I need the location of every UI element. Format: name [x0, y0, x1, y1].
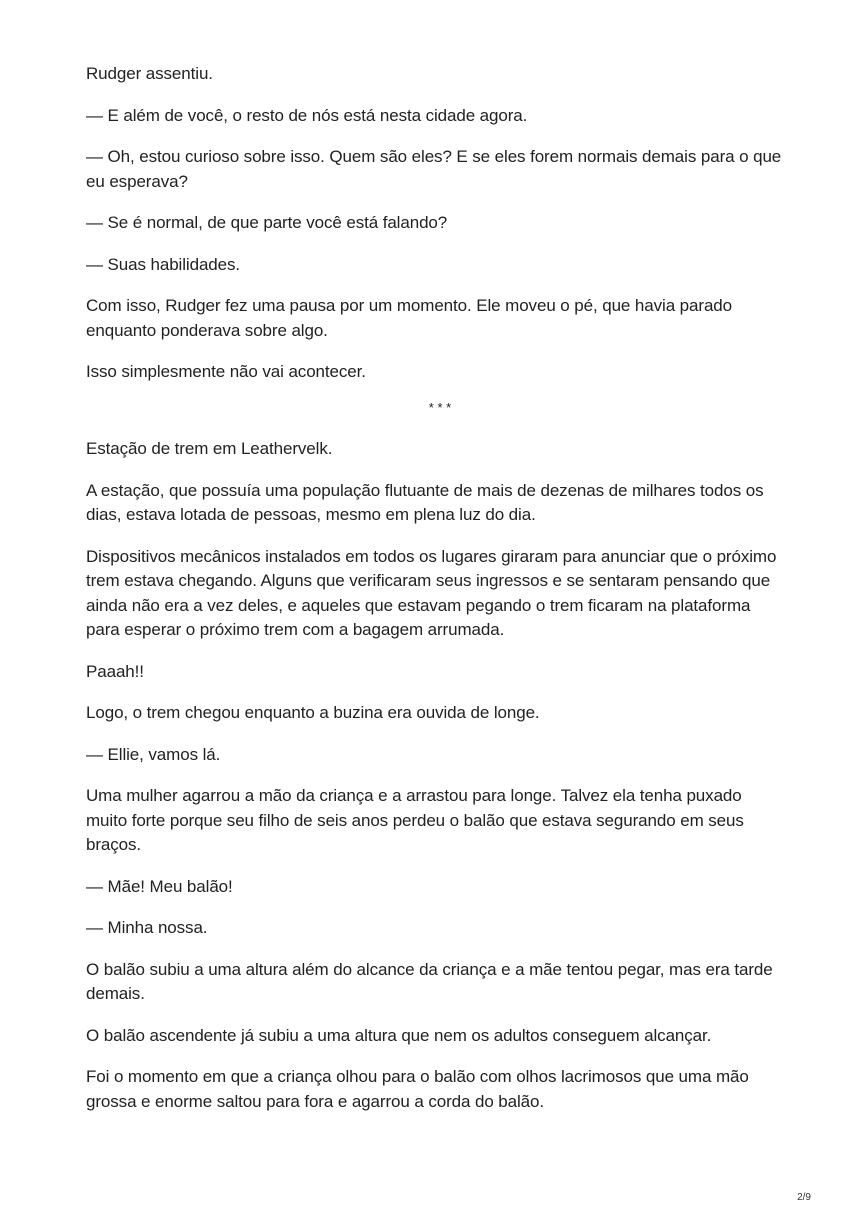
paragraph: O balão subiu a uma altura além do alcance da criança e a mãe tentou pegar, mas era tarde demais. [86, 959, 773, 1003]
paragraph: Com isso, Rudger fez uma pausa por um momento. Ele moveu o pé, que havia parado enquanto ponderava sobre algo. [86, 296, 733, 340]
paragraph: — Mãe! Meu balão! [86, 876, 233, 896]
paragraph: Estação de trem em Leathervelk. [86, 439, 333, 458]
page-number: 2/9 [797, 1192, 811, 1203]
page-content [86, 62, 786, 1131]
paragraph: Uma mulher agarrou a mão da criança e a arrastou para longe. Talvez ela tenha puxado muito forte porque seu filho de seis anos perdeu o balão que estava segurando em seus braços. [86, 786, 744, 854]
paragraph: — Ellie, vamos lá. [86, 744, 221, 764]
paragraph: — Minha nossa. [86, 918, 208, 937]
paragraph: A estação, que possuía uma população flutuante de mais de dezenas de milhares todos os dias, estava lotada de pessoas, mesmo em plena luz do dia. [86, 480, 764, 524]
scene-separator: * * * [428, 399, 452, 415]
paragraph: Paaah!! [86, 661, 144, 681]
paragraph: O balão ascendente já subiu a uma altura que nem os adultos conseguem alcançar. [86, 1025, 712, 1045]
paragraph: — E além de você, o resto de nós está nesta cidade agora. [86, 105, 528, 125]
paragraph: Rudger assentiu. [86, 64, 213, 83]
paragraph: Isso simplesmente não vai acontecer. [86, 362, 366, 381]
paragraph: — Oh, estou curioso sobre isso. Quem são eles? E se eles forem normais demais para o que eu esperava? [86, 147, 782, 191]
paragraph: — Suas habilidades. [86, 254, 241, 274]
paragraph: — Se é normal, de que parte você está falando? [86, 213, 448, 232]
paragraph: Foi o momento em que a criança olhou para o balão com olhos lacrimosos que uma mão grossa e enorme saltou para fora e agarrou a corda do balão. [86, 1067, 749, 1111]
paragraph: Dispositivos mecânicos instalados em todos os lugares giraram para anunciar que o próximo trem estava chegando. Alguns que verificaram seus ingressos e se sentaram pensando que ainda não era a vez deles, e aqueles que estavam pegando o trem ficaram na plataforma para esperar o próximo trem com a bagagem arrumada. [86, 546, 777, 639]
paragraph: Logo, o trem chegou enquanto a buzina era ouvida de longe. [86, 703, 540, 722]
